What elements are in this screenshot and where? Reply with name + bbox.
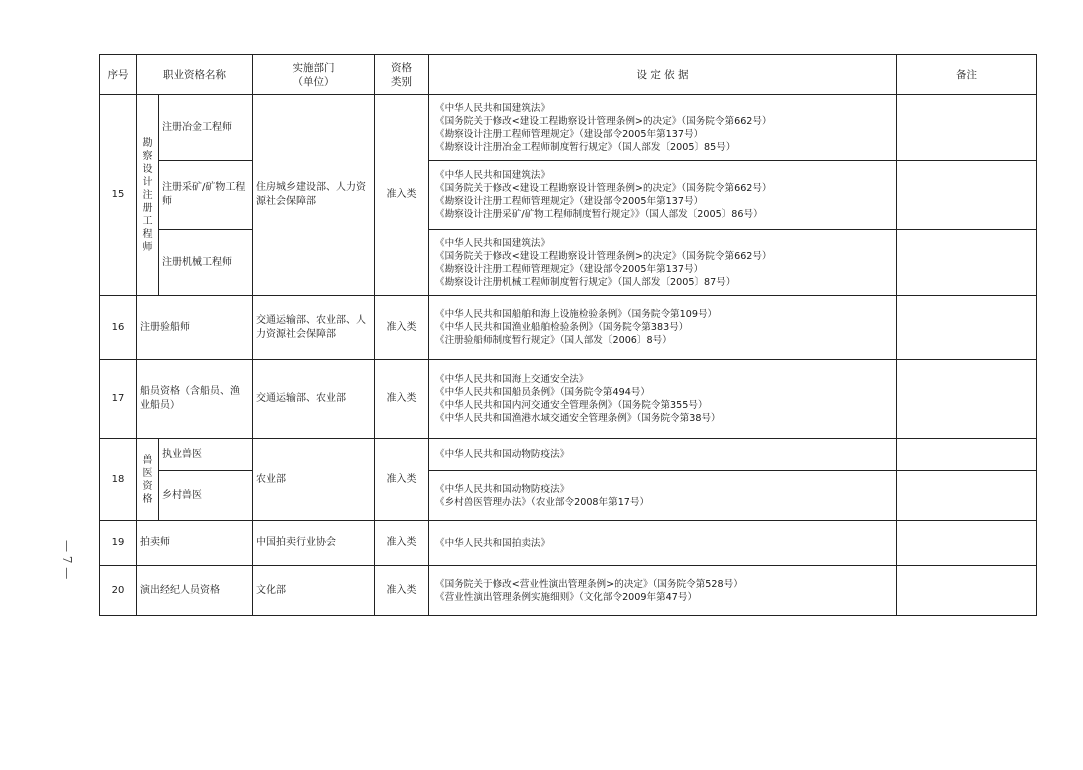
basis-item: 《国务院关于修改<建设工程勘察设计管理条例>的决定》（国务院令第662号） bbox=[435, 115, 772, 127]
basis-list bbox=[429, 230, 897, 296]
header-basis: 设 定 依 据 bbox=[429, 55, 897, 95]
remark-cell bbox=[897, 521, 1037, 566]
basis-item: 《乡村兽医管理办法》（农业部令2008年第17号） bbox=[435, 496, 650, 508]
remark-cell bbox=[897, 95, 1037, 161]
table-row bbox=[100, 471, 1037, 521]
table-row bbox=[100, 360, 1037, 439]
row-seq: 18 bbox=[100, 439, 137, 521]
qualification-name: 乡村兽医 bbox=[159, 471, 253, 521]
qualification-type: 准入类 bbox=[375, 95, 429, 296]
basis-list bbox=[429, 566, 897, 616]
basis-list bbox=[429, 471, 897, 521]
remark-cell bbox=[897, 161, 1037, 230]
department: 中国拍卖行业协会 bbox=[253, 521, 375, 566]
remark-cell bbox=[897, 471, 1037, 521]
row-seq: 15 bbox=[100, 95, 137, 296]
basis-item: 《勘察设计注册采矿/矿物工程师制度暂行规定》》（国人部发〔2005〕86号） bbox=[435, 209, 763, 220]
basis-item: 《国务院关于修改<建设工程勘察设计管理条例>的决定》（国务院令第662号） bbox=[435, 183, 772, 194]
basis-list bbox=[429, 360, 897, 439]
table-header-row bbox=[100, 55, 1037, 95]
qualification-name: 演出经纪人员资格 bbox=[137, 566, 253, 616]
qualification-name: 拍卖师 bbox=[137, 521, 253, 566]
header-dept bbox=[253, 55, 375, 95]
table-row bbox=[100, 439, 1037, 471]
basis-item: 《国务院关于修改<建设工程勘察设计管理条例>的决定》（国务院令第662号） bbox=[435, 250, 772, 262]
basis-list bbox=[429, 439, 897, 471]
qualification-type: 准入类 bbox=[375, 439, 429, 521]
basis-item: 《中华人民共和国渔业船舶检验条例》（国务院令第383号） bbox=[435, 322, 689, 333]
basis-item: 《勘察设计注册冶金工程师制度暂行规定》（国人部发〔2005〕85号） bbox=[435, 141, 736, 153]
table-row bbox=[100, 230, 1037, 296]
basis-item: 《中华人民共和国拍卖法》 bbox=[435, 537, 551, 549]
header-seq: 序号 bbox=[100, 55, 137, 95]
department: 交通运输部、农业部、人力资源社会保障部 bbox=[253, 296, 375, 360]
basis-list bbox=[429, 161, 897, 230]
header-dept-line2: （单位） bbox=[292, 75, 335, 88]
department: 文化部 bbox=[253, 566, 375, 616]
basis-item: 《中华人民共和国渔港水域交通安全管理条例》（国务院令第38号） bbox=[435, 413, 721, 424]
basis-item: 《中华人民共和国内河交通安全管理条例》（国务院令第355号） bbox=[435, 400, 708, 411]
table-row bbox=[100, 95, 1037, 161]
basis-item: 《中华人民共和国动物防疫法》 bbox=[435, 483, 570, 495]
group-name-vertical: 兽 医 资 格 bbox=[137, 439, 159, 521]
qualification-name: 注册采矿/矿物工程师 bbox=[159, 161, 253, 230]
qualification-table-page bbox=[99, 54, 1036, 616]
qualification-name: 执业兽医 bbox=[159, 439, 253, 471]
basis-item: 《中华人民共和国建筑法》 bbox=[435, 237, 551, 249]
table-row bbox=[100, 296, 1037, 360]
remark-cell bbox=[897, 439, 1037, 471]
qualification-table bbox=[99, 54, 1037, 616]
remark-cell bbox=[897, 296, 1037, 360]
qualification-name: 注册验船师 bbox=[137, 296, 253, 360]
table-row bbox=[100, 566, 1037, 616]
remark-cell bbox=[897, 360, 1037, 439]
row-seq: 19 bbox=[100, 521, 137, 566]
header-remark: 备注 bbox=[897, 55, 1037, 95]
basis-item: 《中华人民共和国建筑法》 bbox=[435, 170, 551, 181]
header-type-line2: 类别 bbox=[391, 75, 412, 88]
qualification-name: 船员资格（含船员、渔业船员） bbox=[137, 360, 253, 439]
basis-item: 《营业性演出管理条例实施细则》（文化部令2009年第47号） bbox=[435, 591, 698, 603]
department: 住房城乡建设部、人力资源社会保障部 bbox=[253, 95, 375, 296]
basis-list bbox=[429, 296, 897, 360]
header-dept-line1: 实施部门 bbox=[292, 61, 335, 74]
department: 农业部 bbox=[253, 439, 375, 521]
header-name: 职业资格名称 bbox=[137, 55, 253, 95]
header-type bbox=[375, 55, 429, 95]
basis-item: 《勘察设计注册工程师管理规定》（建设部令2005年第137号） bbox=[435, 196, 704, 207]
page-number: — 7 — bbox=[60, 540, 74, 580]
qualification-name: 注册冶金工程师 bbox=[159, 95, 253, 161]
department: 交通运输部、农业部 bbox=[253, 360, 375, 439]
basis-item: 《中华人民共和国动物防疫法》 bbox=[435, 449, 570, 460]
remark-cell bbox=[897, 566, 1037, 616]
basis-item: 《中华人民共和国建筑法》 bbox=[435, 102, 551, 114]
qualification-type: 准入类 bbox=[375, 296, 429, 360]
table-row bbox=[100, 161, 1037, 230]
basis-item: 《勘察设计注册工程师管理规定》（建设部令2005年第137号） bbox=[435, 128, 704, 140]
qualification-type: 准入类 bbox=[375, 566, 429, 616]
basis-list bbox=[429, 521, 897, 566]
qualification-name: 注册机械工程师 bbox=[159, 230, 253, 296]
basis-item: 《国务院关于修改<营业性演出管理条例>的决定》（国务院令第528号） bbox=[435, 578, 743, 590]
qualification-type: 准入类 bbox=[375, 360, 429, 439]
basis-item: 《勘察设计注册工程师管理规定》（建设部令2005年第137号） bbox=[435, 263, 704, 275]
basis-item: 《中华人民共和国船员条例》（国务院令第494号） bbox=[435, 387, 650, 398]
row-seq: 20 bbox=[100, 566, 137, 616]
remark-cell bbox=[897, 230, 1037, 296]
table-row bbox=[100, 521, 1037, 566]
row-seq: 16 bbox=[100, 296, 137, 360]
basis-item: 《中华人民共和国船舶和海上设施检验条例》（国务院令第109号） bbox=[435, 309, 718, 320]
basis-list bbox=[429, 95, 897, 161]
qualification-type: 准入类 bbox=[375, 521, 429, 566]
header-type-line1: 资格 bbox=[391, 61, 412, 74]
group-name-vertical: 勘 察 设 计 注 册 工 程 师 bbox=[137, 95, 159, 296]
row-seq: 17 bbox=[100, 360, 137, 439]
basis-item: 《注册验船师制度暂行规定》（国人部发〔2006〕8号） bbox=[435, 335, 672, 346]
basis-item: 《勘察设计注册机械工程师制度暂行规定》（国人部发〔2005〕87号） bbox=[435, 276, 736, 288]
basis-item: 《中华人民共和国海上交通安全法》 bbox=[435, 374, 589, 385]
